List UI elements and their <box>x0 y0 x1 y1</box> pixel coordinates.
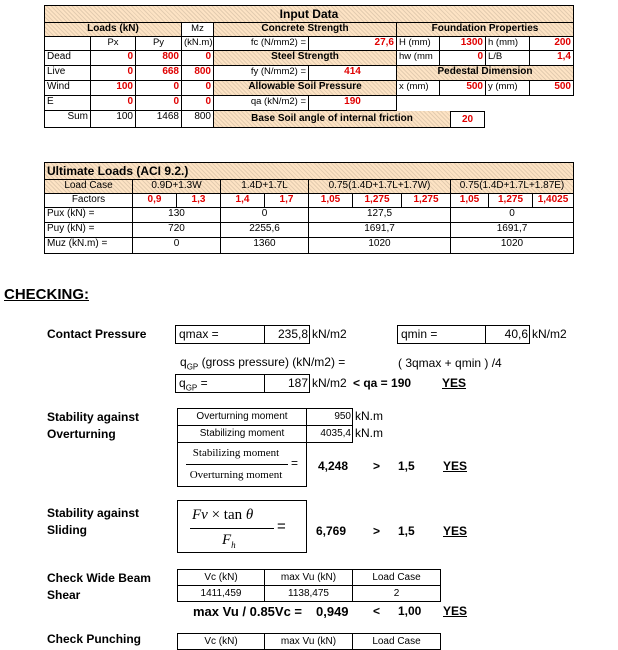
dead-py[interactable]: 800 <box>136 51 182 66</box>
mz-header: Mz <box>182 23 214 37</box>
y-label: y (mm) <box>486 81 530 96</box>
case-3-header: 0.75(1.4D+1.7L+1.7W) <box>309 180 451 194</box>
gross-pressure-label: $q_{GP}$ (gross pressure) (kN/m2) = <box>180 355 346 372</box>
dead-mz[interactable]: 0 <box>182 51 214 66</box>
factors-label: Factors <box>45 194 133 208</box>
contact-pressure-label: Contact Pressure <box>47 327 147 341</box>
steel-strength-header: Steel Strength <box>214 51 397 66</box>
wide-beam-case-value: 2 <box>393 588 400 599</box>
H-value[interactable]: 1300 <box>440 37 486 51</box>
sliding-denominator: $F_h$ <box>222 532 236 550</box>
overturning-operator: > <box>373 459 381 473</box>
wide-beam-ratio-label: max Vu / 0.85Vc = <box>193 604 303 619</box>
punching-case-header: Load Case <box>372 636 421 647</box>
wide-beam-result: YES <box>443 604 468 618</box>
wind-py[interactable]: 0 <box>136 81 182 96</box>
overturning-fraction-bar <box>186 464 288 465</box>
sliding-label-2: Sliding <box>47 523 87 537</box>
qgp-label: $q_{GP}$ = <box>179 376 208 393</box>
qmax-unit: kN/m2 <box>312 327 347 341</box>
sliding-equals: = <box>277 518 286 535</box>
loads-header: Loads (kN) <box>45 23 182 37</box>
sliding-operator: > <box>373 524 381 538</box>
factor-5[interactable]: 1,05 <box>309 194 353 208</box>
muz-case-1: 0 <box>133 238 221 254</box>
load-case-label: Load Case <box>45 180 133 194</box>
puy-case-4: 1691,7 <box>451 223 574 238</box>
input-data-title: Input Data <box>45 6 574 23</box>
pux-case-1: 130 <box>133 208 221 223</box>
live-py[interactable]: 668 <box>136 66 182 81</box>
ultimate-loads-table <box>44 162 574 254</box>
overturning-moment-unit: kN.m <box>355 409 383 423</box>
sliding-fraction-bar <box>190 528 274 529</box>
qmin-unit: kN/m2 <box>532 327 567 341</box>
wind-mz[interactable]: 0 <box>182 81 214 96</box>
overturning-fraction-numerator: Stabilizing moment <box>192 447 280 459</box>
ultimate-loads-title: Ultimate Loads (ACI 9.2.) <box>45 163 574 180</box>
qa-value[interactable]: 190 <box>309 96 397 111</box>
friction-angle-value[interactable]: 20 <box>451 111 485 128</box>
overturning-moment-label: Overturning moment <box>196 411 288 422</box>
stabilizing-moment-label: Stabilizing moment <box>199 428 285 439</box>
wide-beam-label-2: Shear <box>47 588 81 602</box>
muz-case-4: 1020 <box>451 238 574 254</box>
pux-case-2: 0 <box>221 208 309 223</box>
case-1-header: 0.9D+1.3W <box>133 180 221 194</box>
live-px[interactable]: 0 <box>91 66 136 81</box>
puy-case-3: 1691,7 <box>309 223 451 238</box>
factor-7[interactable]: 1,275 <box>402 194 451 208</box>
factor-6[interactable]: 1,275 <box>353 194 402 208</box>
puy-label: Puy (kN) = <box>45 223 133 238</box>
pedestal-dimension-header: Pedestal Dimension <box>397 66 574 81</box>
puy-case-2: 2255,6 <box>221 223 309 238</box>
punching-vu-header: max Vu (kN) <box>280 636 337 647</box>
stabilizing-moment-value: 4035,4 <box>320 428 351 439</box>
wind-px[interactable]: 100 <box>91 81 136 96</box>
punching-label: Check Punching <box>47 632 142 646</box>
row-wind-label: Wind <box>45 81 91 96</box>
px-header: Px <box>91 37 136 51</box>
overturning-label-2: Overturning <box>47 427 116 441</box>
row-dead-label: Dead <box>45 51 91 66</box>
sum-py: 1468 <box>136 111 182 128</box>
qmax-value: 235,8 <box>277 327 308 341</box>
wide-beam-operator: < <box>373 604 381 618</box>
overturning-label-1: Stability against <box>47 410 140 424</box>
factor-4[interactable]: 1,7 <box>265 194 309 208</box>
input-data-table <box>44 5 574 128</box>
y-value[interactable]: 500 <box>530 81 574 96</box>
wide-beam-vu-header: max Vu (kN) <box>280 572 337 583</box>
factor-9[interactable]: 1,275 <box>489 194 533 208</box>
fy-value[interactable]: 414 <box>309 66 397 81</box>
case-4-header: 0.75(1.4D+1.7L+1.87E) <box>451 180 574 194</box>
foundation-properties-header: Foundation Properties <box>397 23 574 37</box>
pux-label: Pux (kN) = <box>45 208 133 223</box>
lb-value[interactable]: 1,4 <box>530 51 574 66</box>
sliding-label-1: Stability against <box>47 506 140 520</box>
friction-angle-label: Base Soil angle of internal friction <box>214 111 451 128</box>
pux-case-4: 0 <box>451 208 574 223</box>
wide-beam-ratio: 0,949 <box>316 604 349 619</box>
row-sum-label: Sum <box>45 111 91 128</box>
mz-unit-header: (kN.m) <box>182 37 214 51</box>
muz-label: Muz (kN.m) = <box>45 238 133 254</box>
wide-beam-vc-header: Vc (kN) <box>204 572 238 583</box>
hw-label: hw (mm <box>397 51 440 66</box>
dead-px[interactable]: 0 <box>91 51 136 66</box>
qgp-compare: < qa = 190 <box>353 376 412 390</box>
qmax-label: qmax = <box>179 327 219 341</box>
contact-result: YES <box>442 376 467 390</box>
stabilizing-moment-unit: kN.m <box>355 426 383 440</box>
overturning-moment-value: 950 <box>334 411 351 422</box>
muz-case-3: 1020 <box>309 238 451 254</box>
wide-beam-vc-value: 1411,459 <box>200 588 242 599</box>
e-mz[interactable]: 0 <box>182 96 214 111</box>
sliding-numerator: Fv × tan θ <box>192 507 254 523</box>
overturning-fraction-denominator: Overturning moment <box>189 469 283 481</box>
qgp-value: 187 <box>287 376 308 390</box>
h-value[interactable]: 200 <box>530 37 574 51</box>
punching-vc-header: Vc (kN) <box>204 636 238 647</box>
qa-label: qa (kN/m2) = <box>214 96 309 111</box>
x-label: x (mm) <box>397 81 440 96</box>
wide-beam-label-1: Check Wide Beam <box>47 571 151 585</box>
factor-10[interactable]: 1,4025 <box>533 194 574 208</box>
checking-heading: CHECKING: <box>4 286 89 303</box>
wide-beam-case-header: Load Case <box>372 572 421 583</box>
fc-label: fc (N/mm2) = <box>214 37 309 51</box>
sum-mz: 800 <box>182 111 214 128</box>
muz-case-2: 1360 <box>221 238 309 254</box>
row-live-label: Live <box>45 66 91 81</box>
factor-8[interactable]: 1,05 <box>451 194 489 208</box>
concrete-strength-header: Concrete Strength <box>214 23 397 37</box>
sliding-limit: 1,5 <box>398 524 415 538</box>
case-2-header: 1.4D+1.7L <box>221 180 309 194</box>
overturning-limit: 1,5 <box>398 459 415 473</box>
pux-case-3: 127,5 <box>309 208 451 223</box>
qmin-value: 40,6 <box>504 327 528 341</box>
sliding-ratio: 6,769 <box>316 524 347 538</box>
fy-label: fy (N/mm2) = <box>214 66 309 81</box>
x-value[interactable]: 500 <box>440 81 486 96</box>
factor-1[interactable]: 0,9 <box>133 194 177 208</box>
live-mz[interactable]: 800 <box>182 66 214 81</box>
factor-2[interactable]: 1,3 <box>177 194 221 208</box>
fc-value[interactable]: 27,6 <box>309 37 397 51</box>
qgp-unit: kN/m2 <box>312 376 347 390</box>
sliding-result: YES <box>443 524 468 538</box>
gross-pressure-formula: ( 3qmax + qmin ) /4 <box>398 356 502 370</box>
lb-label: L/B <box>486 51 530 66</box>
wide-beam-limit: 1,00 <box>398 604 422 618</box>
hw-value[interactable]: 0 <box>440 51 486 66</box>
h-label: h (mm) <box>486 37 530 51</box>
py-header: Py <box>136 37 182 51</box>
H-label: H (mm) <box>397 37 440 51</box>
sum-px: 100 <box>91 111 136 128</box>
factor-3[interactable]: 1,4 <box>221 194 265 208</box>
allowable-soil-header: Allowable Soil Pressure <box>214 81 397 96</box>
overturning-ratio: 4,248 <box>318 459 349 473</box>
e-px[interactable]: 0 <box>91 96 136 111</box>
qmin-label: qmin = <box>401 327 438 341</box>
e-py[interactable]: 0 <box>136 96 182 111</box>
overturning-equals: = <box>291 456 299 470</box>
overturning-result: YES <box>443 459 468 473</box>
puy-case-1: 720 <box>133 223 221 238</box>
row-e-label: E <box>45 96 91 111</box>
wide-beam-vu-value: 1138,475 <box>288 588 329 599</box>
